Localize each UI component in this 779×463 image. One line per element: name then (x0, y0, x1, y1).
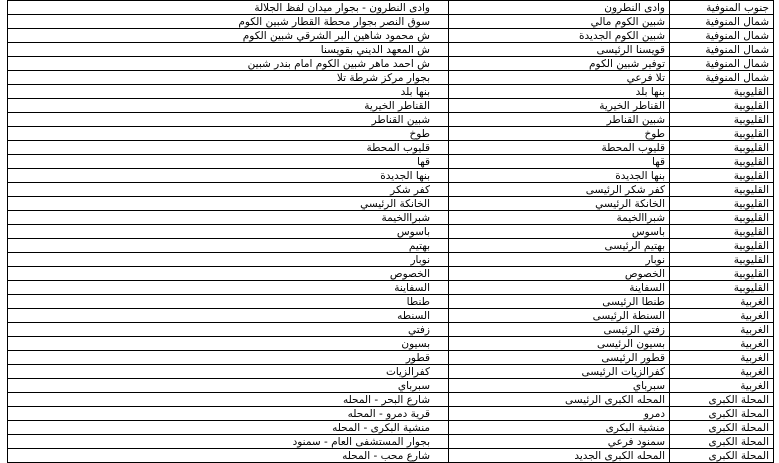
address-cell: ش محمود شاهين البر الشرقي شبين الكوم (8, 29, 449, 43)
branch-cell: تلا فرعي (449, 71, 670, 85)
address-cell: نوبار (8, 253, 449, 267)
table-row (8, 15, 774, 29)
region-cell: القليوبية (670, 239, 774, 253)
address-cell: قليوب المحطة (8, 141, 449, 155)
branch-cell: سمنود فرعي (449, 435, 670, 449)
table-row (8, 141, 774, 155)
address-cell: قطور (8, 351, 449, 365)
branch-table-sheet (7, 0, 773, 462)
branch-table (7, 0, 774, 463)
region-cell: الغربية (670, 351, 774, 365)
branch-cell: توفير شبين الكوم (449, 57, 670, 71)
region-cell: شمال المنوفية (670, 43, 774, 57)
table-row (8, 85, 774, 99)
branch-cell: شبين الكوم الجديدة (449, 29, 670, 43)
branch-cell: طوخ (449, 127, 670, 141)
address-cell: سبرباي (8, 379, 449, 393)
branch-cell: باسوس (449, 225, 670, 239)
branch-cell: المحله الكبرى الجديد (449, 449, 670, 463)
branch-cell: قطور الرئيسى (449, 351, 670, 365)
region-cell: شمال المنوفية (670, 57, 774, 71)
address-cell: منشية البكرى - المحله (8, 421, 449, 435)
region-cell: شمال المنوفية (670, 71, 774, 85)
address-cell: بهتيم (8, 239, 449, 253)
region-cell: القليوبية (670, 141, 774, 155)
branch-cell: السفاينة (449, 281, 670, 295)
branch-cell: بنها بلد (449, 85, 670, 99)
table-row (8, 127, 774, 141)
table-row (8, 295, 774, 309)
address-cell: شارع البحر - المحله (8, 393, 449, 407)
branch-cell: منشية البكرى (449, 421, 670, 435)
table-row (8, 309, 774, 323)
address-cell: السفاينة (8, 281, 449, 295)
region-cell: القليوبية (670, 169, 774, 183)
address-cell: السنطه (8, 309, 449, 323)
branch-cell: شبين الكوم مالي (449, 15, 670, 29)
table-row (8, 267, 774, 281)
branch-cell: الخصوص (449, 267, 670, 281)
region-cell: القليوبية (670, 197, 774, 211)
table-row (8, 323, 774, 337)
region-cell: المحلة الكبرى (670, 449, 774, 463)
region-cell: القليوبية (670, 225, 774, 239)
address-cell: شبين القناطر (8, 113, 449, 127)
table-row (8, 435, 774, 449)
address-cell: باسوس (8, 225, 449, 239)
table-row (8, 1, 774, 15)
branch-table-body (8, 1, 774, 463)
address-cell: القناطر الخيرية (8, 99, 449, 113)
region-cell: الغربية (670, 379, 774, 393)
branch-cell: وادى النطرون (449, 1, 670, 15)
region-cell: شمال المنوفية (670, 29, 774, 43)
region-cell: المحلة الكبرى (670, 435, 774, 449)
address-cell: سوق النصر بجوار محطة القطار شبين الكوم (8, 15, 449, 29)
table-row (8, 281, 774, 295)
region-cell: جنوب المنوفية (670, 1, 774, 15)
region-cell: القليوبية (670, 211, 774, 225)
address-cell: شارع محب - المحله (8, 449, 449, 463)
region-cell: الغربية (670, 337, 774, 351)
table-row (8, 365, 774, 379)
address-cell: طوخ (8, 127, 449, 141)
region-cell: المحلة الكبرى (670, 421, 774, 435)
branch-cell: شبين القناطر (449, 113, 670, 127)
table-row (8, 183, 774, 197)
table-row (8, 113, 774, 127)
branch-cell: كفرالزيات الرئيسى (449, 365, 670, 379)
address-cell: وادى النطرون - بجوار ميدان لفظ الجلالة (8, 1, 449, 15)
address-cell: ش المعهد الديني بقويسنا (8, 43, 449, 57)
address-cell: الخانكة الرئيسي (8, 197, 449, 211)
table-row (8, 211, 774, 225)
branch-cell: قليوب المحطة (449, 141, 670, 155)
branch-cell: نوبار (449, 253, 670, 267)
region-cell: الغربية (670, 295, 774, 309)
branch-cell: شبراالخيمة (449, 211, 670, 225)
region-cell: القليوبية (670, 113, 774, 127)
branch-cell: بهتيم الرئيسى (449, 239, 670, 253)
branch-cell: زفتي الرئيسى (449, 323, 670, 337)
table-row (8, 407, 774, 421)
region-cell: الغربية (670, 309, 774, 323)
address-cell: كفر شكر (8, 183, 449, 197)
region-cell: القليوبية (670, 99, 774, 113)
branch-cell: دمرو (449, 407, 670, 421)
table-row (8, 29, 774, 43)
table-row (8, 99, 774, 113)
region-cell: الغربية (670, 365, 774, 379)
address-cell: قرية دمرو - المحله (8, 407, 449, 421)
table-row (8, 449, 774, 463)
address-cell: شبراالخيمة (8, 211, 449, 225)
address-cell: بجوار مركز شرطة تلا (8, 71, 449, 85)
branch-cell: قويسنا الرئيسى (449, 43, 670, 57)
table-row (8, 43, 774, 57)
table-row (8, 379, 774, 393)
address-cell: الخصوص (8, 267, 449, 281)
branch-cell: قها (449, 155, 670, 169)
table-row (8, 351, 774, 365)
branch-cell: المحله الكبرى الرئيسى (449, 393, 670, 407)
region-cell: القليوبية (670, 253, 774, 267)
table-row (8, 197, 774, 211)
region-cell: شمال المنوفية (670, 15, 774, 29)
region-cell: المحلة الكبرى (670, 407, 774, 421)
region-cell: القليوبية (670, 267, 774, 281)
table-row (8, 57, 774, 71)
region-cell: القليوبية (670, 127, 774, 141)
address-cell: طنطا (8, 295, 449, 309)
table-row (8, 337, 774, 351)
address-cell: بنها بلد (8, 85, 449, 99)
branch-cell: كفر شكر الرئيسى (449, 183, 670, 197)
branch-cell: طنطا الرئيسى (449, 295, 670, 309)
table-row (8, 253, 774, 267)
branch-cell: الخانكة الرئيسي (449, 197, 670, 211)
branch-cell: سبرباي (449, 379, 670, 393)
table-row (8, 71, 774, 85)
branch-cell: بسيون الرئيسى (449, 337, 670, 351)
region-cell: القليوبية (670, 155, 774, 169)
table-row (8, 169, 774, 183)
address-cell: بجوار المستشفى العام - سمنود (8, 435, 449, 449)
branch-cell: بنها الجديدة (449, 169, 670, 183)
table-row (8, 225, 774, 239)
region-cell: القليوبية (670, 183, 774, 197)
table-row (8, 393, 774, 407)
address-cell: بنها الجديدة (8, 169, 449, 183)
region-cell: القليوبية (670, 85, 774, 99)
branch-cell: القناطر الخيرية (449, 99, 670, 113)
table-row (8, 155, 774, 169)
region-cell: الغربية (670, 323, 774, 337)
region-cell: المحلة الكبرى (670, 393, 774, 407)
address-cell: قها (8, 155, 449, 169)
table-row (8, 239, 774, 253)
address-cell: زفتي (8, 323, 449, 337)
table-row (8, 421, 774, 435)
address-cell: ش احمد ماهر شبين الكوم امام بندر شبين (8, 57, 449, 71)
address-cell: بسيون (8, 337, 449, 351)
address-cell: كفرالزيات (8, 365, 449, 379)
region-cell: القليوبية (670, 281, 774, 295)
branch-cell: السنطة الرئيسى (449, 309, 670, 323)
